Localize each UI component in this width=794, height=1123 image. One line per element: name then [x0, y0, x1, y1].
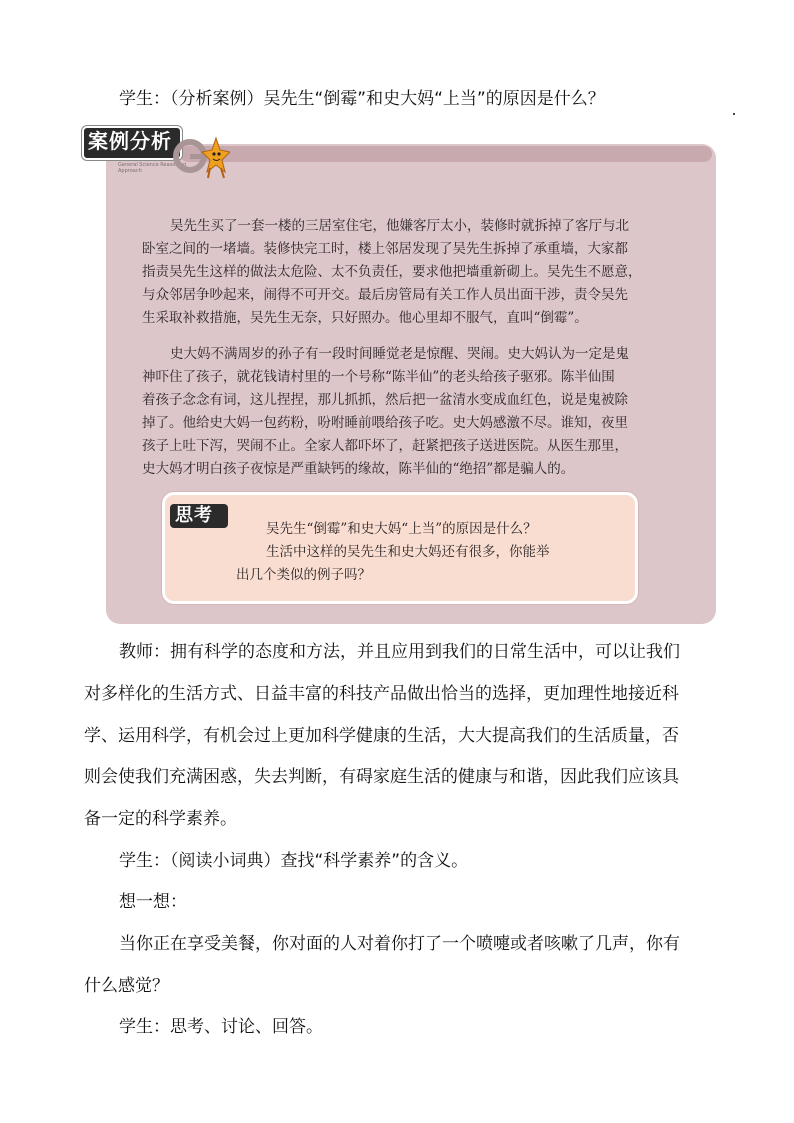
case-para2-line: 着孩子念念有词，这儿捏捏，那儿抓抓，然后把一盆清水变成血红色，说是鬼被除: [142, 392, 628, 408]
case-para2-line: 神吓住了孩子，就花钱请村里的一个号称“陈半仙”的老头给孩子驱邪。陈半仙围: [142, 369, 615, 385]
case-para2-line: 孩子上吐下泻，哭闹不止。全家人都吓坏了，赶紧把孩子送进医院。从医生那里，: [142, 438, 628, 454]
case-para2-line: 掉了。他给史大妈一包药粉，吩咐睡前喂给孩子吃。史大妈感激不尽。谁知，夜里: [142, 415, 628, 431]
teacher-line: 对多样化的生活方式、日益丰富的科技产品做出恰当的选择，更加理性地接近科: [84, 684, 679, 704]
stray-mark: [733, 113, 735, 115]
student-answer-line: 学生：思考、讨论、回答。: [119, 1017, 323, 1037]
think-title: 思考: [175, 505, 213, 526]
intro-question: 学生：（分析案例）吴先生“倒霉”和史大妈“上当”的原因是什么？: [119, 89, 605, 109]
case-para1-line: 指责吴先生这样的做法太危险、太不负责任，要求他把墙重新砌上。吴先生不愿意，: [142, 264, 642, 280]
case-analysis-subtext: General Science Reasoning Approach: [118, 162, 187, 174]
case-para1-line: 卧室之间的一堵墙。装修快完工时，楼上邻居发现了吴先生拆掉了承重墙，大家都: [142, 241, 628, 257]
case-para1-line: 生采取补救措施，吴先生无奈，只好照办。他心里却不服气，直叫“倒霉”。: [142, 310, 588, 326]
teacher-line: 则会使我们充满困惑，失去判断，有碍家庭生活的健康与和谐，因此我们应该具: [84, 767, 679, 787]
think-question-line: 出几个类似的例子吗？: [236, 567, 371, 583]
think-heading: 想一想：: [119, 892, 187, 912]
teacher-line: 学、运用科学，有机会过上更加科学健康的生活，大大提高我们的生活质量，否: [84, 726, 679, 746]
think-question-line: 生活中这样的吴先生和史大妈还有很多，你能举: [266, 544, 550, 560]
case-header-bar: [180, 146, 712, 162]
student-reading-line: 学生：（阅读小词典）查找“科学素养”的含义。: [119, 851, 469, 871]
case-para2-line: 史大妈才明白孩子夜惊是严重缺钙的缘故，陈半仙的“绝招”都是骗人的。: [142, 461, 575, 477]
teacher-line: 备一定的科学素养。: [84, 809, 237, 829]
case-para2-line: 史大妈不满周岁的孙子有一段时间睡觉老是惊醒、哭闹。史大妈认为一定是鬼: [170, 346, 629, 362]
teacher-line: 教师：拥有科学的态度和方法，并且应用到我们的日常生活中，可以让我们: [119, 642, 680, 662]
g-star-mascot-icon: [172, 134, 230, 186]
case-analysis-title: 案例分析: [88, 129, 172, 153]
case-para1-line: 与众邻居争吵起来，闹得不可开交。最后房管局有关工作人员出面干涉，责令吴先: [142, 287, 628, 303]
question-line: 当你正在享受美餐，你对面的人对着你打了一个喷嚏或者咳嗽了几声，你有: [119, 934, 680, 954]
question-line: 什么感觉？: [84, 976, 169, 996]
case-para1-line: 吴先生买了一套一楼的三居室住宅，他嫌客厅太小，装修时就拆掉了客厅与北: [170, 218, 629, 234]
think-question-line: 吴先生“倒霉”和史大妈“上当”的原因是什么？: [266, 521, 537, 537]
